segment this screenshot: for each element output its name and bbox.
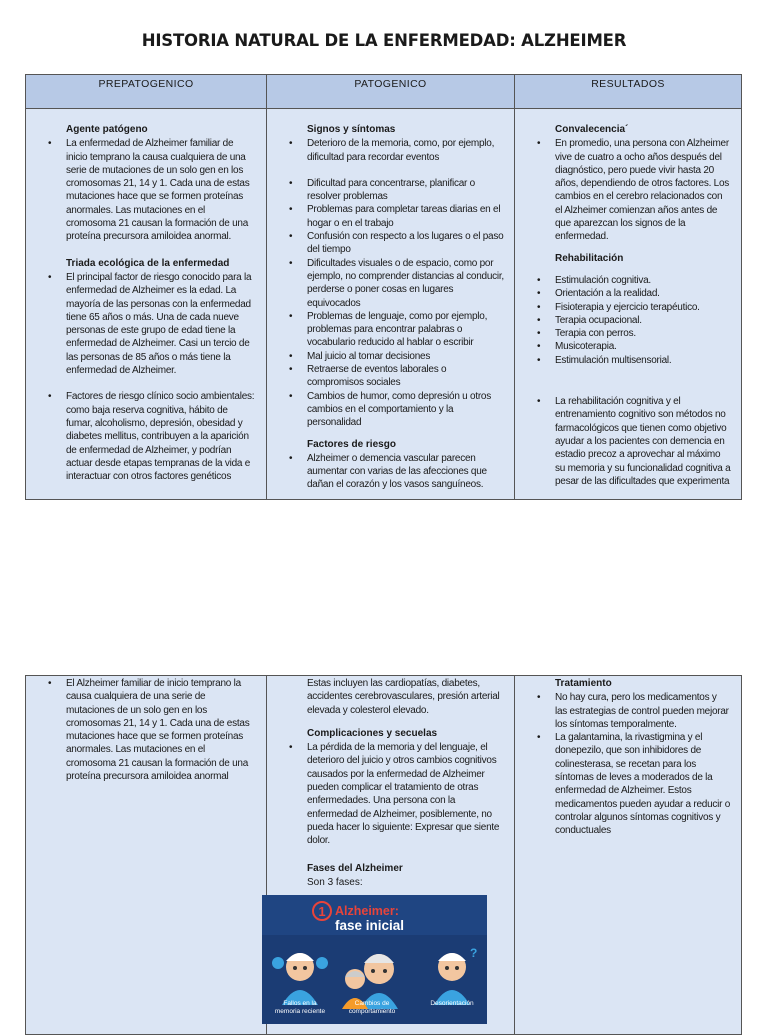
rehabilitacion-item: • Musicoterapia.: [515, 340, 741, 353]
label-comportamiento: Cambios de: [354, 1000, 390, 1007]
factor-riesgo-item: • Alzheimer o demencia vascular parecen aumentar con varias de las afecciones que dañan el corazón y los vasos sanguíneos.: [267, 452, 514, 492]
rehabilitacion-item: • Estimulación multisensorial.: [515, 354, 741, 367]
triada-heading: Triada ecológica de la enfermedad: [66, 257, 230, 269]
signo-item: • Problemas de lenguaje, como por ejemplo, problemas para encontrar palabras o vocabulario reducido al hablar o escribir: [267, 310, 514, 350]
signo-item: • Confusión con respecto a los lugares o el paso del tiempo: [267, 230, 514, 257]
rehabilitacion-list: [515, 274, 741, 367]
column-resultados-cont: [515, 675, 742, 1035]
signo-item: • Problemas para completar tareas diarias en el hogar o en el trabajo: [267, 203, 514, 230]
agente-patogeno-heading: Agente patógeno: [66, 124, 148, 135]
header-patogenico: PATOGENICO: [267, 75, 514, 109]
complicaciones-list: [267, 741, 514, 847]
rehabilitacion-item: • Orientación a la realidad.: [515, 287, 741, 300]
complicaciones-heading: Complicaciones y secuelas: [307, 727, 438, 739]
label-comportamiento-2: comportamiento: [348, 1008, 396, 1015]
signo-item: • Cambios de humor, como depresión u otros cambios en el comportamiento y la personalidad: [267, 390, 514, 430]
agente-patogeno-list: [26, 137, 266, 243]
triada-item: • Factores de riesgo clínico socio ambientales: como baja reserva cognitiva, hábito de fumar, alcoholismo, depresión, obesidad y diabetes mellitus, contribuyen a la aparición de enfermedad de Alzheimer, y podrían actuar desde etapas tempranas de la vida e interactuar con otros factores genéticos: [26, 390, 266, 483]
patogenico-content: [267, 123, 514, 492]
signos-list: [267, 137, 514, 429]
phase-line2: fase inicial: [335, 918, 405, 933]
prepatogenico-cont-item: • El Alzheimer familiar de inicio temprano la causa cualquiera de una serie de mutaciones de un solo gen en los cromosomas 21, 14 y 1. Cada una de estas mutaciones hace que se formen proteínas anormales. Las mutaciones en el cromosoma 21 causan la formación de una proteína precursora amiloidea anormal: [26, 677, 266, 783]
rehabilitacion-item: • Terapia ocupacional.: [515, 314, 741, 327]
signos-heading: Signos y síntomas: [307, 124, 396, 135]
rehabilitacion-text-item: • La rehabilitación cognitiva y el entrenamiento cognitivo son métodos no farmacológicos que tienen como objetivo ayudar a los pacientes con demencia en estadio precoz a aprovechar al máximo su memoria y su funcionalidad cognitiva a pesar de las dificultades que experimenta: [515, 395, 741, 488]
agente-patogeno-item: • La enfermedad de Alzheimer familiar de inicio temprano la causa cualquiera de una serie de mutaciones de un solo gen en los cromosomas 21, 14 y 1. Cada una de estas mutaciones hace que se formen proteínas anormales. Las mutaciones en el cromosoma 21 causan la formación de una proteína precursora amiloidea anormal.: [26, 137, 266, 243]
rehabilitacion-text-list: [515, 395, 741, 488]
tratamiento-list: [515, 691, 741, 837]
table-page-1: [25, 74, 742, 500]
signo-item: • Dificultades visuales o de espacio, como por ejemplo, no comprender distancias al conducir, perderse o poner cosas en lugares equivocados: [267, 257, 514, 310]
factores-heading: Factores de riesgo: [307, 438, 396, 450]
tratamiento-heading: Tratamiento: [555, 678, 612, 689]
patogenico-cont-content: [267, 677, 514, 889]
signo-item: • Mal juicio al tomar decisiones: [267, 350, 514, 363]
resultados-cont-content: [515, 677, 741, 838]
column-prepatogenico: [25, 74, 267, 500]
signo-item: • Dificultad para concentrarse, planificar o resolver problemas: [267, 177, 514, 204]
convalecencia-list: [515, 137, 741, 243]
complicacion-item: • La pérdida de la memoria y del lenguaje, el deterioro del juicio y otros cambios cognitivos causados por la enfermedad de Alzheimer pueden complicar el tratamiento de otras enfermedades. Una persona con la enfermedad de Alzheimer, posiblemente, no pueda hacer lo siguiente: Expresar que siente dolor.: [267, 741, 514, 847]
prepatogenico-cont-list: [26, 677, 266, 783]
column-prepatogenico-cont: [25, 675, 267, 1035]
triada-item: • El principal factor de riesgo conocido para la enfermedad de Alzheimer es la edad. La mayoría de las personas con la enfermedad tiene 65 años o más. Una de cada nueve personas de este grupo de edad tiene la enfermedad de Alzheimer. Casi un tercio de las personas de 85 años o más tiene la enfermedad de Alzheimer.: [26, 271, 266, 377]
factores-list: [267, 452, 514, 492]
triada-list: [26, 271, 266, 483]
prepatogenico-content: [26, 123, 266, 483]
svg-text:?: ?: [470, 946, 478, 960]
column-patogenico: [267, 74, 515, 500]
column-resultados: [515, 74, 742, 500]
fases-subtitle: Son 3 fases:: [307, 876, 363, 888]
label-memoria-2: memoria reciente: [274, 1008, 326, 1015]
header-resultados: RESULTADOS: [515, 75, 741, 109]
rehabilitacion-heading: Rehabilitación: [555, 252, 624, 264]
infographic-illustration: [262, 895, 487, 1024]
convalecencia-heading: Convalecencia´: [555, 124, 629, 135]
tratamiento-item: • La galantamina, la rivastigmina y el donepezilo, que son inhibidores de colinesterasa, se recetan para los síntomas de leves a moderados de la enfermedad de Alzheimer. Estos medicamentos pueden ayudar a reducir o controlar algunos síntomas cognitivos y conductuales: [515, 731, 741, 837]
phase-line1: Alzheimer:: [335, 904, 399, 918]
phase-number: 1: [318, 904, 326, 919]
signo-item: • Deterioro de la memoria, como, por ejemplo, dificultad para recordar eventos: [267, 137, 514, 164]
rehabilitacion-item: • Estimulación cognitiva.: [515, 274, 741, 287]
resultados-content: [515, 123, 741, 488]
convalecencia-item: • En promedio, una persona con Alzheimer vive de cuatro a ocho años después del diagnóstico, pero puede vivir hasta 20 años, dependiendo de otros factores. Los cambios en el cerebro relacionados con el Alzheimer comienzan años antes de que aparezcan los signos de la enfermedad.: [515, 137, 741, 243]
rehabilitacion-item: • Terapia con perros.: [515, 327, 741, 340]
alzheimer-phase-infographic: [262, 895, 487, 1024]
signo-item: • Retraerse de eventos laborales o compromisos sociales: [267, 363, 514, 390]
document-title: HISTORIA NATURAL DE LA ENFERMEDAD: ALZHEIMER: [141, 31, 627, 50]
fases-heading: Fases del Alzheimer: [307, 862, 403, 874]
tratamiento-item: • No hay cura, pero los medicamentos y las estrategias de control pueden mejorar los síntomas temporalmente.: [515, 691, 741, 731]
rehabilitacion-item: • Fisioterapia y ejercicio terapéutico.: [515, 301, 741, 314]
header-prepatogenico: PREPATOGENICO: [26, 75, 266, 109]
riesgo-cont-text: Estas incluyen las cardiopatías, diabetes, accidentes cerebrovasculares, presión arterial elevada y colesterol elevado.: [307, 678, 500, 716]
label-desorientacion: Desorientación: [430, 1000, 474, 1007]
prepatogenico-cont-content: [26, 677, 266, 783]
label-memoria: Fallos en la: [283, 1000, 317, 1007]
